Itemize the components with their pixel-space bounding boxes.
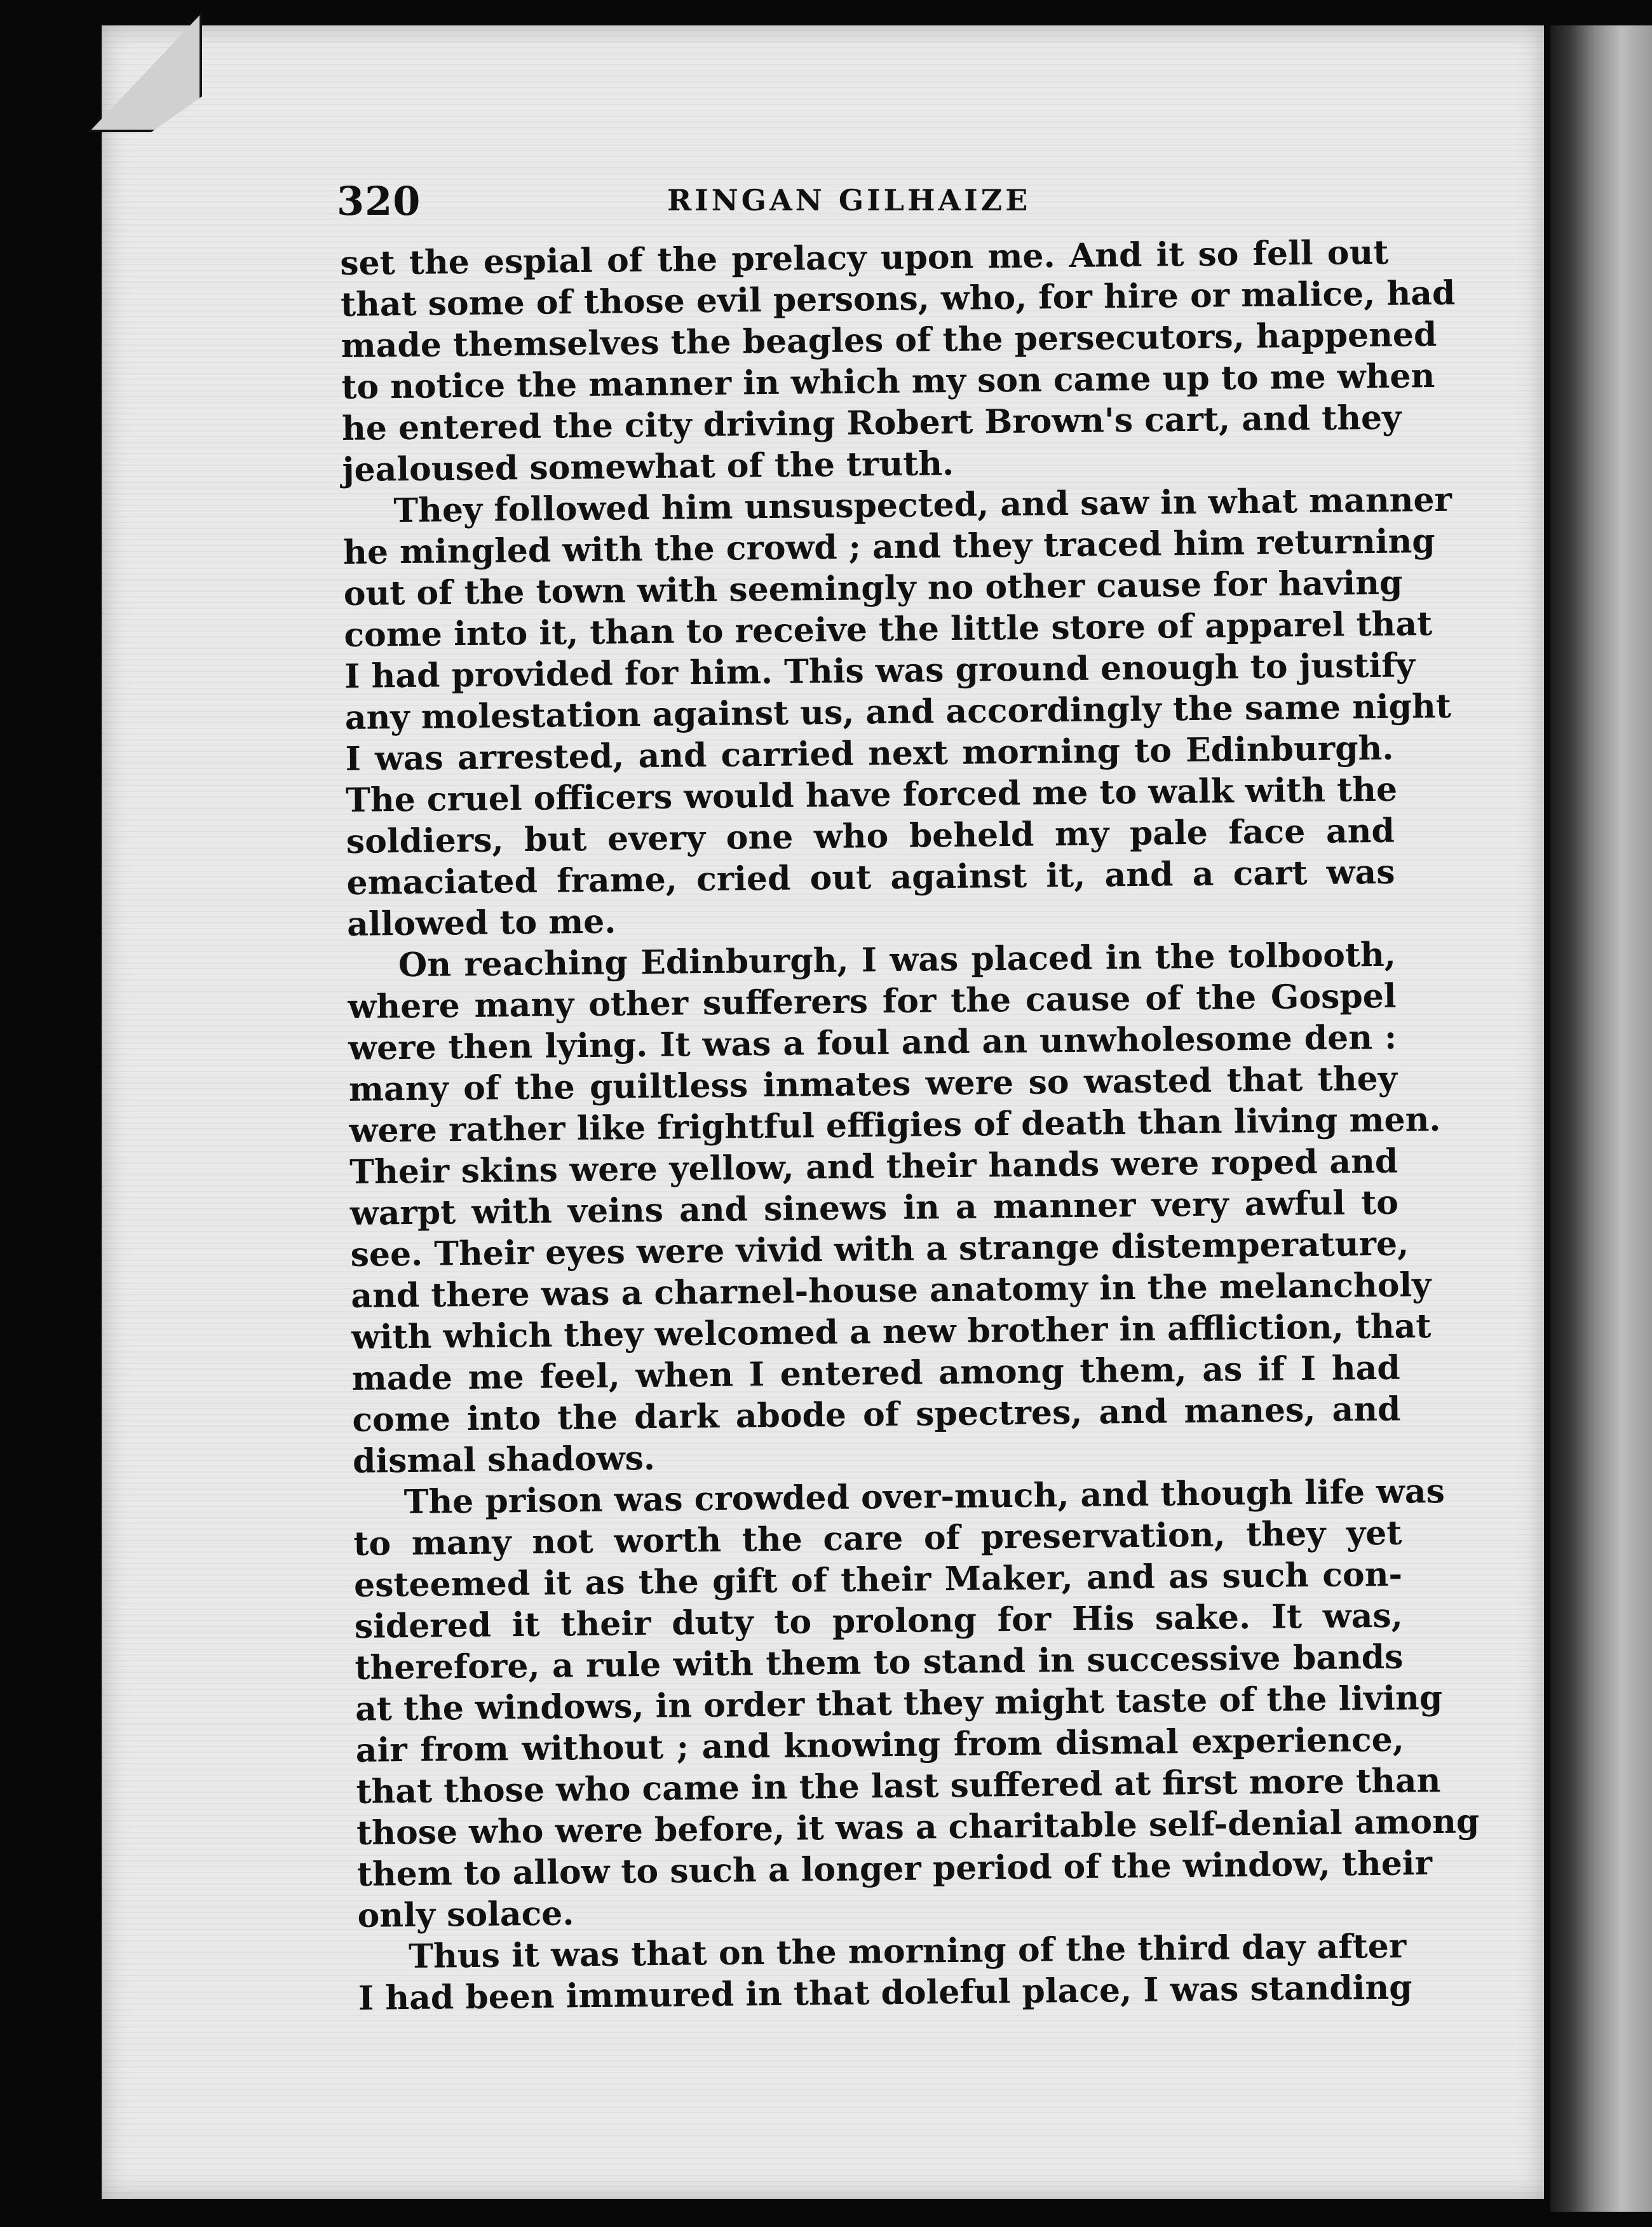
text-line: out of the town with seemingly no other cause for having [343,563,1403,613]
text-line: Their skins were yellow, and their hands were roped and [349,1141,1398,1192]
text-line: he entered the city driving Robert Brown's cart, and they [341,398,1402,448]
text-line: sidered it their duty to prolong for His sake. It was, [354,1596,1404,1646]
text-line: those who were before, it was a charitable self-denial among [356,1802,1480,1853]
text-line: at the windows, in order that they might taste of the living [355,1678,1443,1729]
text-line: come into the dark abode of spectres, and manes, and [352,1389,1401,1440]
page-number: 320 [337,178,421,224]
text-line: them to allow to such a longer period of the window, their [356,1844,1433,1894]
text-line: dismal shadows. [352,1438,656,1481]
text-line: where many other sufferers for the cause of the Gospel [348,976,1397,1026]
text-line: to many not worth the care of preservation, they yet [353,1513,1402,1563]
text-line: any molestation against us, and accordingly the same night [344,686,1452,737]
text-line: were rather like frightful effigies of death than living men. [349,1100,1441,1150]
text-line: were then lying. It was a foul and an unwholesome den : [348,1018,1397,1068]
text-line: I had been immured in that doleful place, I was standing [358,1968,1412,2018]
body-text [340,232,1480,2019]
text-line: esteemed it as the gift of their Maker, and as such con- [353,1555,1403,1605]
text-line: made themselves the beagles of the persecutors, happened [341,315,1437,365]
text-line: set the espial of the prelacy upon me. And it so fell out [340,233,1389,283]
text-line: come into it, than to receive the little store of apparel that [344,604,1433,655]
text-line: The cruel officers would have forced me to walk with the [345,770,1398,820]
text-line: that those who came in the last suffered at first more than [356,1760,1441,1811]
text-line: many of the guiltless inmates were so wasted that they [348,1059,1398,1109]
adjacent-page-edge [1550,25,1652,2212]
text-line: They followed him unsuspected, and saw in what manner [393,480,1452,531]
text-line: see. Their eyes were vivid with a strange distemperature, [350,1224,1409,1274]
text-line: only solace. [357,1894,574,1935]
text-line: The prison was crowded over-much, and though life was [403,1471,1446,1522]
text-line: with which they welcomed a new brother in affliction, that [351,1307,1432,1357]
text-line: jealoused somewhat of the truth. [342,444,954,489]
text-line: and there was a charnel-house anatomy in the melancholy [351,1265,1432,1316]
running-title: RINGAN GILHAIZE [667,183,1031,217]
text-line: allowed to me. [346,902,616,944]
text-line: On reaching Edinburgh, I was placed in the tolbooth, [398,935,1397,985]
text-line: air from without ; and knowing from dismal experience, [355,1720,1405,1770]
text-line: warpt with veins and sinews in a manner very awful to [349,1183,1399,1233]
text-line: to notice the manner in which my son came up to me when [341,356,1435,407]
text-line: emaciated frame, cried out against it, and a cart was [346,852,1395,902]
text-line: that some of those evil persons, who, for hire or malice, had [340,273,1456,324]
text-line: Thus it was that on the morning of the third day after [408,1926,1407,1977]
text-line: therefore, a rule with them to stand in successive bands [355,1637,1404,1687]
text-line: I had provided for him. This was ground enough to justify [344,646,1416,696]
page-header [337,178,1366,229]
text-line: made me feel, when I entered among them, as if I had [351,1348,1400,1398]
text-line: soldiers, but every one who beheld my pale face and [346,811,1395,861]
text-line: he mingled with the crowd ; and they traced him returning [342,521,1435,572]
text-line: I was arrested, and carried next morning to Edinburgh. [345,728,1394,779]
